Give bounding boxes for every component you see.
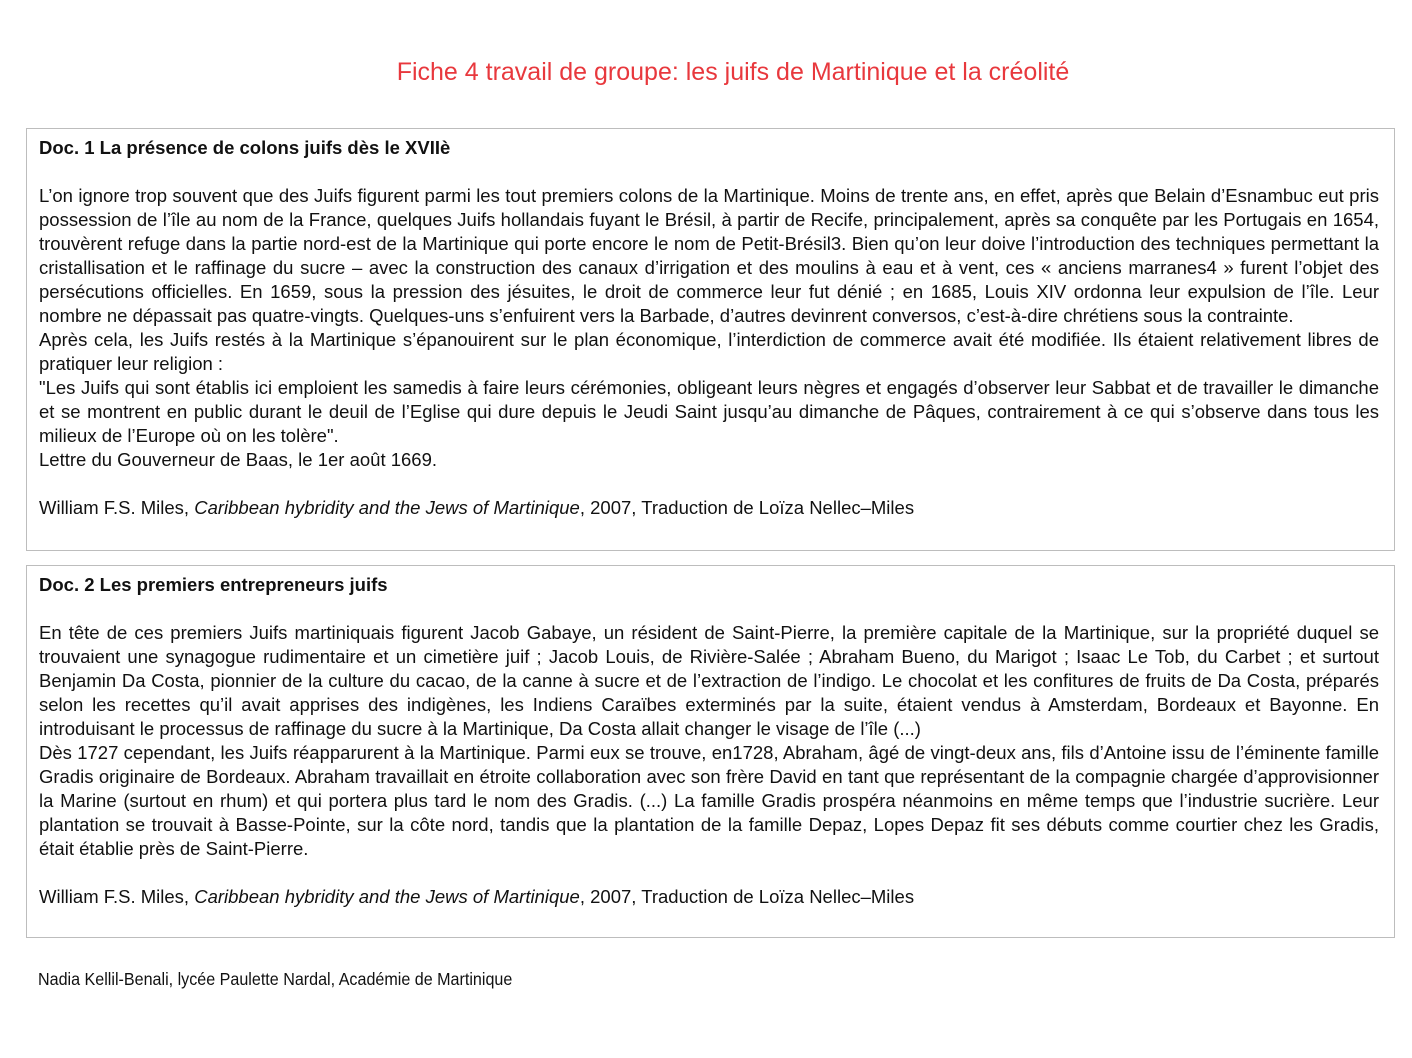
doc2-paragraph: En tête de ces premiers Juifs martiniquais figurent Jacob Gabaye, un résident de Saint-Pierre, la première capitale de la Martinique, sur la propriété duquel se trouvaient une synagogue rudimentaire et un cimetière juif ; Jacob Louis, de Rivière-Salée ; Abraham Bueno, du Marigot ; Isaac Le Tob, du Carbet ; et surtout Benjamin Da Costa, pionnier de la culture du cacao, de la canne à sucre et de l’extraction de l’indigo. Le chocolat et les confitures de fruits de Da Costa, préparés selon les recettes qu’il avait apprises des indigènes, les Indiens Caraïbes exterminés par la suite, étaient vendus à Amsterdam, Bordeaux et Bayonne. En introduisant le processus de raffinage du sucre à la Martinique, Da Costa allait changer le visage de l’île (...): [39, 622, 1379, 739]
document-box-2: [26, 565, 1395, 938]
citation-work-title: Caribbean hybridity and the Jews of Martinique: [194, 886, 580, 907]
doc1-quote: "Les Juifs qui sont établis ici emploient les samedis à faire leurs cérémonies, obligeant leurs nègres et engagés d’observer leur Sabbat et de travailler le dimanche et se montrent en public durant le deuil de l’Eglise qui dure depuis le Jeudi Saint jusqu’au dimanche de Pâques, contrairement à ce qui s’observe dans tous les milieux de l’Europe où on les tolère".: [39, 377, 1379, 446]
document-box-1: [26, 128, 1395, 551]
citation-author: William F.S. Miles,: [39, 497, 195, 518]
doc2-citation: [39, 885, 1379, 909]
doc2-paragraph: Dès 1727 cependant, les Juifs réapparurent à la Martinique. Parmi eux se trouve, en1728, Abraham, âgé de vingt-deux ans, fils d’Antoine issu de l’éminente famille Gradis originaire de Bordeaux. Abraham travaillait en étroite collaboration avec son frère David en tant que représentant de la compagnie chargée d’approvisionner la Marine (surtout en rhum) et qui portera plus tard le nom des Gradis. (...) La famille Gradis prospéra néanmoins en même temps que l’industrie sucrière. Leur plantation se trouvait à Basse-Pointe, sur la côte nord, tandis que la plantation de la famille Depaz, Lopes Depaz fit ses débuts comme courtier chez les Gradis, était établie près de Saint-Pierre.: [39, 742, 1379, 859]
doc1-citation: [39, 496, 1379, 520]
citation-details: , 2007, Traduction de Loïza Nellec–Miles: [579, 497, 915, 518]
author-footer: Nadia Kellil-Benali, lycée Paulette Nardal, Académie de Martinique: [38, 969, 513, 989]
doc1-quote-source: Lettre du Gouverneur de Baas, le 1er août 1669.: [39, 449, 438, 470]
citation-author: William F.S. Miles,: [39, 886, 195, 907]
citation-work-title: Caribbean hybridity and the Jews of Martinique: [194, 497, 580, 518]
doc1-body: [39, 184, 1379, 472]
doc1-paragraph: Après cela, les Juifs restés à la Martinique s’épanouirent sur le plan économique, l’interdiction de commerce avait été modifiée. Ils étaient relativement libres de pratiquer leur religion :: [39, 329, 1379, 374]
doc2-heading: Doc. 2 Les premiers entrepreneurs juifs: [39, 574, 388, 595]
doc1-paragraph: L’on ignore trop souvent que des Juifs figurent parmi les tout premiers colons de la Martinique. Moins de trente ans, en effet, après que Belain d’Esnambuc eut pris possession de l’île au nom de la France, quelques Juifs hollandais fuyant le Brésil, à partir de Recife, principalement, après sa conquête par les Portugais en 1654, trouvèrent refuge dans la partie nord-est de la Martinique qui porte encore le nom de Petit-Brésil3. Bien qu’on leur doive l’introduction des techniques permettant la cristallisation et le raffinage du sucre – avec la construction des canaux d’irrigation et des moulins à eau et à vent, ces « anciens marranes4 » furent l’objet des persécutions officielles. En 1659, sous la pression des jésuites, le droit de commerce leur fut dénié ; en 1685, Louis XIV ordonna leur expulsion de l’île. Leur nombre ne dépassait pas quatre-vingts. Quelques-uns s’enfuirent vers la Barbade, d’autres devinrent conversos, c’est-à-dire chrétiens sous la contrainte.: [39, 185, 1379, 326]
doc2-body: [39, 621, 1379, 861]
citation-details: , 2007, Traduction de Loïza Nellec–Miles: [579, 886, 915, 907]
doc1-heading: Doc. 1 La présence de colons juifs dès le XVIIè: [39, 137, 451, 158]
page-title: Fiche 4 travail de groupe: les juifs de Martinique et la créolité: [396, 58, 1070, 86]
